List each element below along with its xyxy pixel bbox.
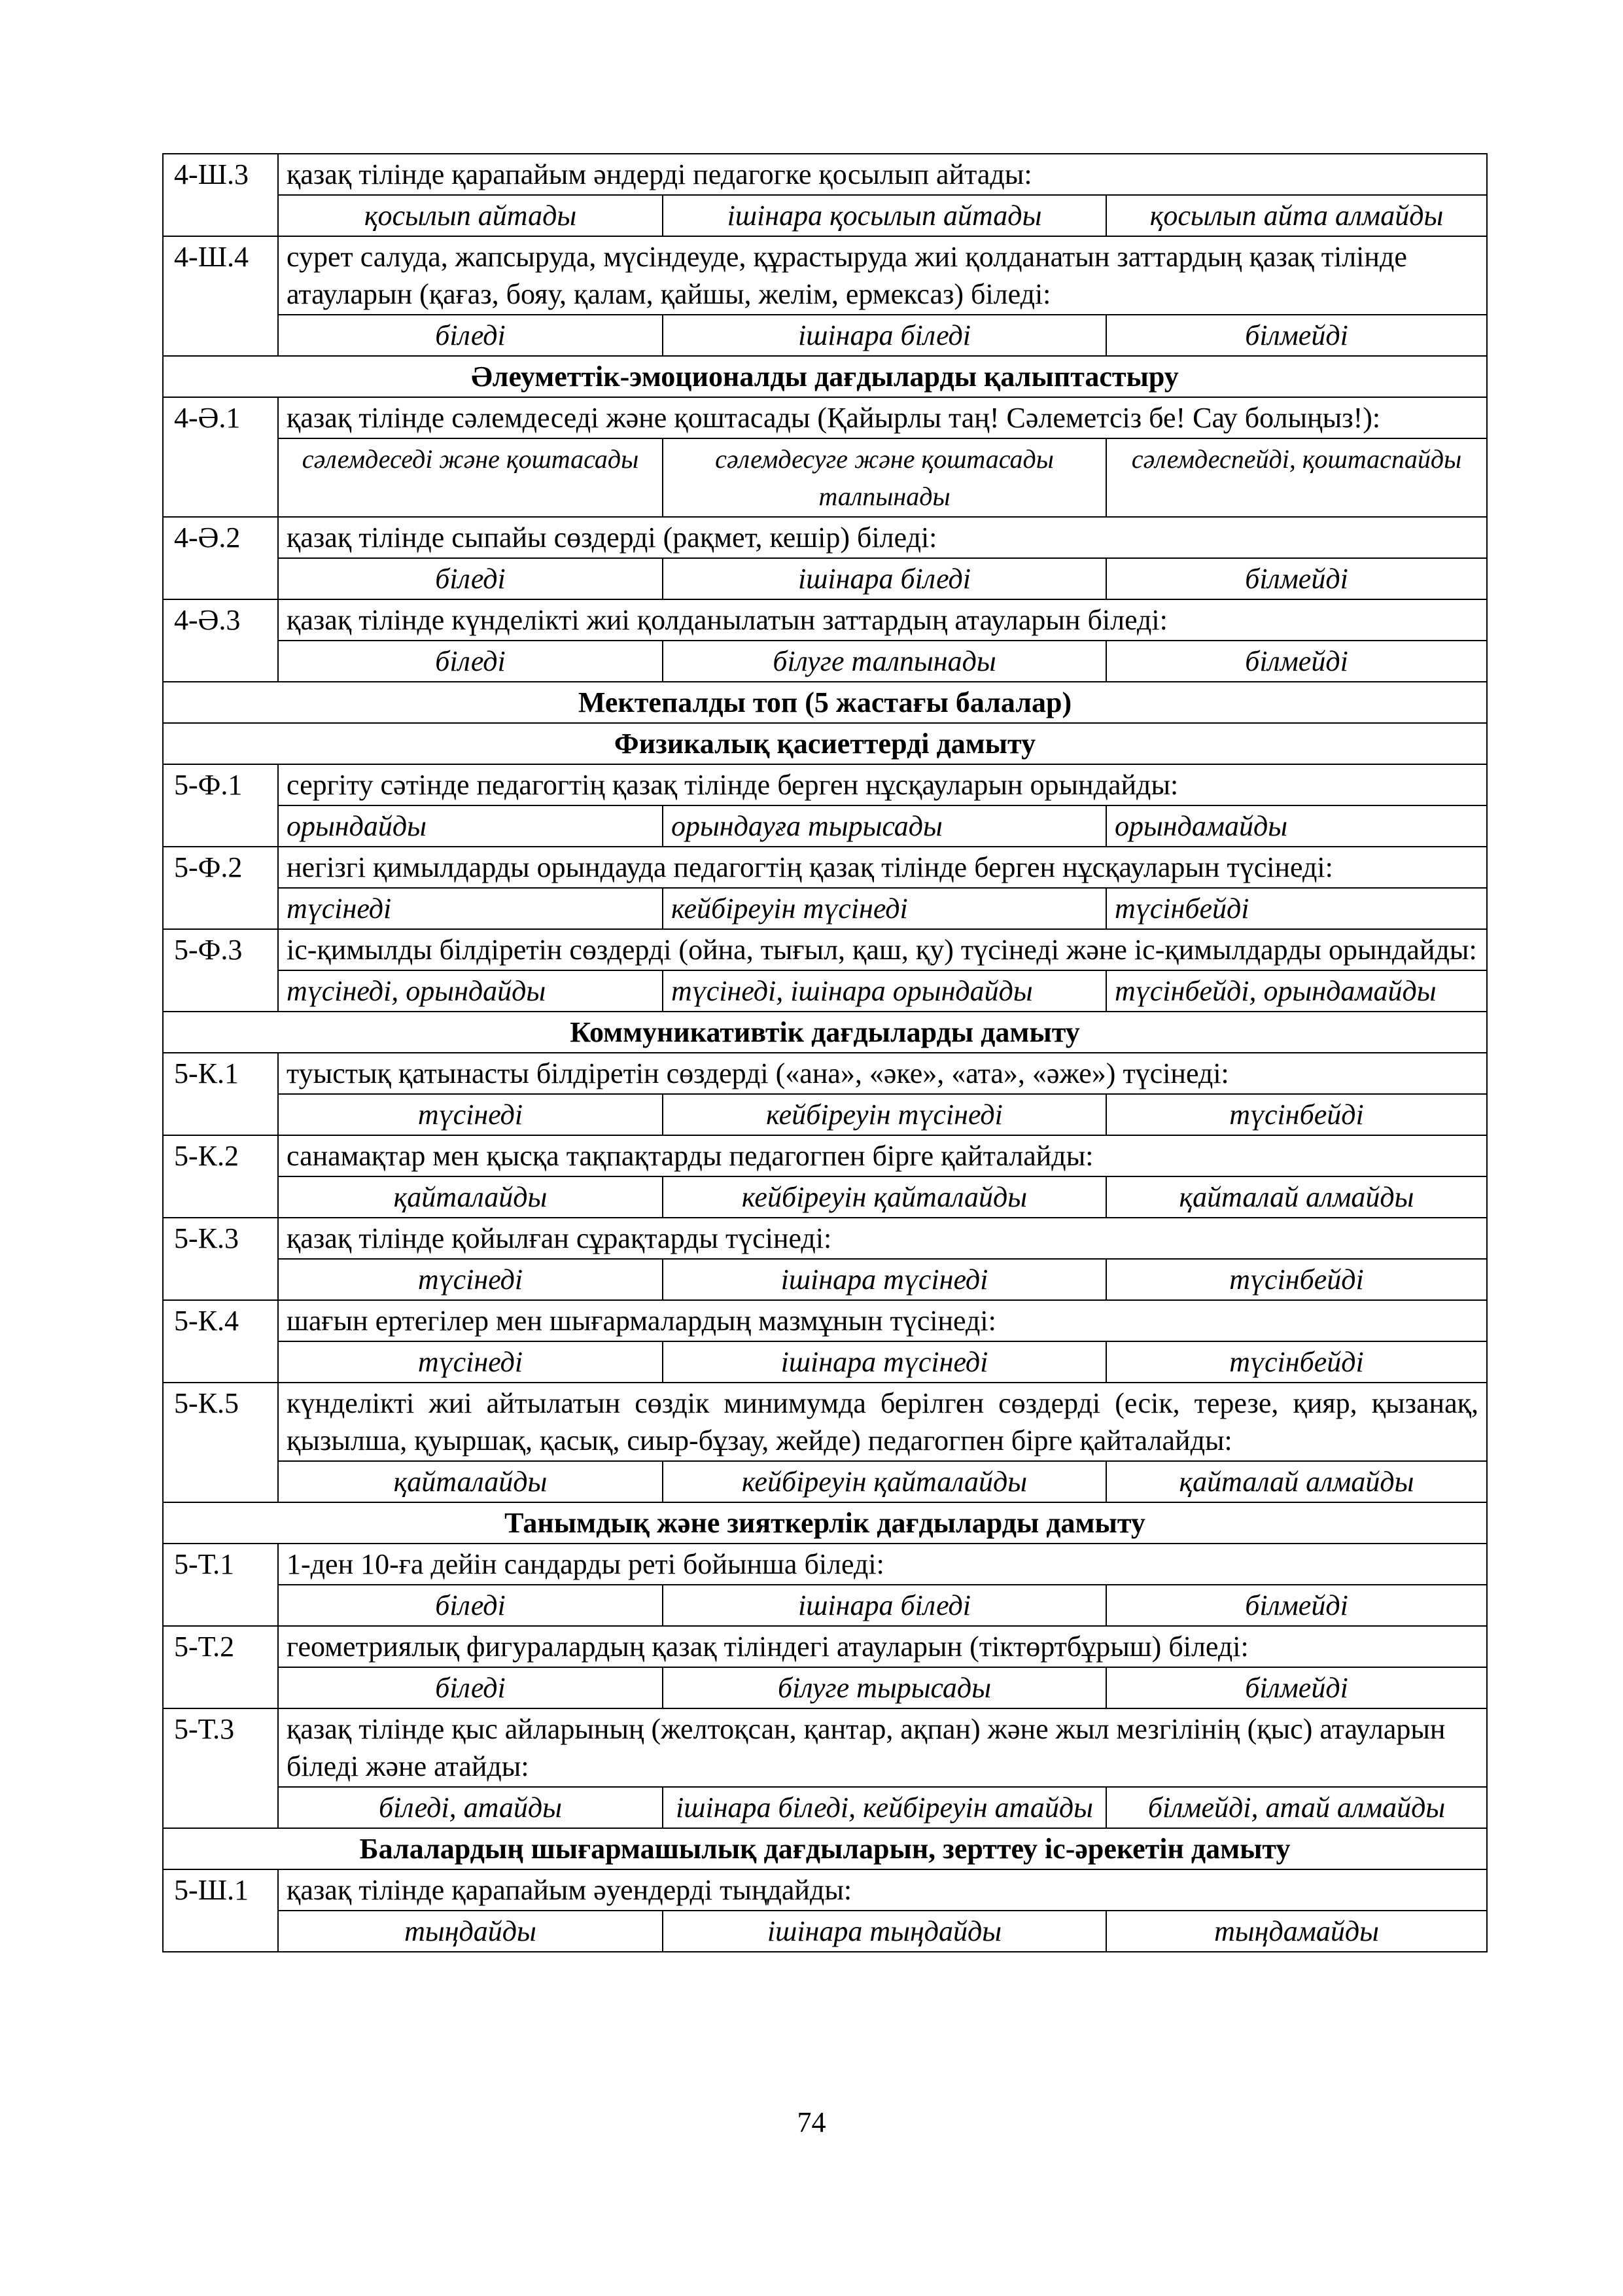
criterion-description: сергіту сәтінде педагогтің қазақ тілінде берген нұсқауларын орындайды:: [278, 764, 1487, 805]
criterion-description: негізгі қимылдарды орындауда педагогтің қазақ тілінде берген нұсқауларын түсінеді:: [278, 847, 1487, 888]
criterion-description: 1-ден 10-ға дейін сандарды реті бойынша біледі:: [278, 1544, 1487, 1585]
rating-low: білмейді: [1106, 1585, 1487, 1626]
criterion-code: 5-К.5: [163, 1383, 278, 1502]
criterion-code: 4-Ә.1: [163, 397, 278, 517]
rating-low: орындамайды: [1106, 805, 1487, 847]
rating-medium: кейбіреуін қайталайды: [663, 1461, 1106, 1502]
rating-high: біледі: [278, 315, 663, 356]
criterion-code: 4-Ш.3: [163, 154, 278, 236]
section-title: Балалардың шығармашылық дағдыларын, зерттеу іс-әрекетін дамыту: [163, 1828, 1487, 1869]
criterion-code: 4-Ә.2: [163, 517, 278, 599]
section-title: Коммуникативтік дағдыларды дамыту: [163, 1012, 1487, 1053]
criterion-row: [163, 847, 1487, 888]
rating-low: түсінбейді: [1106, 888, 1487, 929]
criterion-row: [163, 236, 1487, 315]
rating-medium: білуге талпынады: [663, 641, 1106, 682]
rating-low: білмейді: [1106, 641, 1487, 682]
rating-medium: ішінара түсінеді: [663, 1341, 1106, 1383]
rating-options-row: [163, 1461, 1487, 1502]
rating-low: сәлемдеспейді, қоштаспайды: [1106, 438, 1487, 517]
rating-low: түсінбейді: [1106, 1341, 1487, 1383]
criterion-row: [163, 1544, 1487, 1585]
rating-medium: кейбіреуін қайталайды: [663, 1176, 1106, 1218]
rating-options-row: [163, 888, 1487, 929]
criterion-row: [163, 1869, 1487, 1911]
rating-high: қайталайды: [278, 1461, 663, 1502]
rating-medium: орындауға тырысады: [663, 805, 1106, 847]
criterion-code: 4-Ш.4: [163, 236, 278, 356]
criterion-row: [163, 1383, 1487, 1461]
rating-medium: сәлемдесуге және қоштасады талпынады: [663, 438, 1106, 517]
criterion-row: [163, 397, 1487, 438]
rating-high: түсінеді: [278, 888, 663, 929]
criterion-row: [163, 1626, 1487, 1667]
rating-low: түсінбейді, орындамайды: [1106, 970, 1487, 1012]
rating-high: түсінеді: [278, 1259, 663, 1300]
section-header-row: [163, 723, 1487, 764]
criterion-row: [163, 154, 1487, 195]
criterion-row: [163, 1708, 1487, 1787]
section-title: Физикалық қасиеттерді дамыту: [163, 723, 1487, 764]
rating-low: тыңдамайды: [1106, 1911, 1487, 1952]
rating-low: білмейді: [1106, 1667, 1487, 1708]
criterion-code: 5-К.3: [163, 1218, 278, 1300]
rating-options-row: [163, 1259, 1487, 1300]
rating-options-row: [163, 1911, 1487, 1952]
section-header-row: [163, 682, 1487, 723]
rating-low: білмейді: [1106, 558, 1487, 599]
rating-high: түсінеді: [278, 1341, 663, 1383]
page-number: 74: [797, 2106, 826, 2138]
criterion-description: қазақ тілінде сәлемдеседі және қоштасады (Қайырлы таң! Сәлеметсіз бе! Сау болыңыз!):: [278, 397, 1487, 438]
criterion-row: [163, 1135, 1487, 1176]
rating-options-row: [163, 195, 1487, 236]
criterion-description: геометриялық фигуралардың қазақ тіліндегі атауларын (тіктөртбұрыш) біледі:: [278, 1626, 1487, 1667]
criterion-code: 5-Ф.3: [163, 929, 278, 1012]
criterion-description: қазақ тілінде сыпайы сөздерді (рақмет, кешір) біледі:: [278, 517, 1487, 558]
criterion-code: 5-К.2: [163, 1135, 278, 1218]
rating-medium: білуге тырысады: [663, 1667, 1106, 1708]
rating-options-row: [163, 1667, 1487, 1708]
criterion-description: санамақтар мен қысқа тақпақтарды педагогпен бірге қайталайды:: [278, 1135, 1487, 1176]
rating-medium: ішінара біледі: [663, 558, 1106, 599]
rating-medium: ішінара біледі: [663, 315, 1106, 356]
rating-high: біледі: [278, 1667, 663, 1708]
criterion-code: 5-Ф.2: [163, 847, 278, 929]
rating-high: сәлемдеседі және қоштасады: [278, 438, 663, 517]
rating-medium: түсінеді, ішінара орындайды: [663, 970, 1106, 1012]
rating-medium: ішінара қосылып айтады: [663, 195, 1106, 236]
rating-low: түсінбейді: [1106, 1259, 1487, 1300]
section-title: Танымдық және зияткерлік дағдыларды дамыту: [163, 1502, 1487, 1544]
rating-options-row: [163, 1585, 1487, 1626]
section-header-row: [163, 1828, 1487, 1869]
rating-high: қосылып айтады: [278, 195, 663, 236]
rating-options-row: [163, 315, 1487, 356]
criterion-description: қазақ тілінде қарапайым әндерді педагогке қосылып айтады:: [278, 154, 1487, 195]
criterion-code: 5-Ш.1: [163, 1869, 278, 1952]
rating-low: қосылып айта алмайды: [1106, 195, 1487, 236]
rating-low: қайталай алмайды: [1106, 1176, 1487, 1218]
rating-medium: кейбіреуін түсінеді: [663, 888, 1106, 929]
criterion-row: [163, 929, 1487, 970]
rating-options-row: [163, 1341, 1487, 1383]
criterion-code: 5-Т.3: [163, 1708, 278, 1828]
rating-options-row: [163, 970, 1487, 1012]
rating-medium: кейбіреуін түсінеді: [663, 1094, 1106, 1135]
section-title: Мектепалды топ (5 жастағы балалар): [163, 682, 1487, 723]
criterion-description: қазақ тілінде күнделікті жиі қолданылатын заттардың атауларын біледі:: [278, 599, 1487, 641]
criterion-code: 4-Ә.3: [163, 599, 278, 682]
assessment-table: [162, 153, 1488, 1952]
rating-options-row: [163, 1094, 1487, 1135]
criterion-description: шағын ертегілер мен шығармалардың мазмұнын түсінеді:: [278, 1300, 1487, 1341]
rating-high: біледі: [278, 1585, 663, 1626]
section-header-row: [163, 1012, 1487, 1053]
criterion-description: іс-қимылды білдіретін сөздерді (ойна, тығыл, қаш, қу) түсінеді және іс-қимылдарды орындайды:: [278, 929, 1487, 970]
rating-high: біледі: [278, 641, 663, 682]
rating-medium: ішінара тыңдайды: [663, 1911, 1106, 1952]
criterion-row: [163, 1218, 1487, 1259]
criterion-code: 5-К.1: [163, 1053, 278, 1135]
criterion-code: 5-Т.2: [163, 1626, 278, 1708]
criterion-description: туыстық қатынасты білдіретін сөздерді («ана», «әке», «ата», «әже») түсінеді:: [278, 1053, 1487, 1094]
criterion-description: сурет салуда, жапсыруда, мүсіндеуде, құрастыруда жиі қолданатын заттардың қазақ тілінде атауларын (қағаз, бояу, қалам, қайшы, желім, ермексаз) біледі:: [278, 236, 1487, 315]
section-header-row: [163, 356, 1487, 397]
criterion-description: күнделікті жиі айтылатын сөздік минимумда берілген сөздерді (есік, терезе, қияр, қызанақ, қызылша, қуыршақ, қасық, сиыр-бұзау, жейде) педагогпен бірге қайталайды:: [278, 1383, 1487, 1461]
rating-low: білмейді, атай алмайды: [1106, 1787, 1487, 1828]
rating-low: қайталай алмайды: [1106, 1461, 1487, 1502]
criterion-description: қазақ тілінде қарапайым әуендерді тыңдайды:: [278, 1869, 1487, 1911]
criterion-description: қазақ тілінде қойылған сұрақтарды түсінеді:: [278, 1218, 1487, 1259]
rating-high: біледі, атайды: [278, 1787, 663, 1828]
criterion-row: [163, 1053, 1487, 1094]
rating-options-row: [163, 1176, 1487, 1218]
criterion-description: қазақ тілінде қыс айларының (желтоқсан, қантар, ақпан) және жыл мезгілінің (қыс) атауларын біледі және атайды:: [278, 1708, 1487, 1787]
rating-medium: ішінара түсінеді: [663, 1259, 1106, 1300]
rating-medium: ішінара біледі: [663, 1585, 1106, 1626]
section-title: Әлеуметтік-эмоционалды дағдыларды қалыптастыру: [163, 356, 1487, 397]
rating-options-row: [163, 641, 1487, 682]
rating-high: біледі: [278, 558, 663, 599]
rating-high: тыңдайды: [278, 1911, 663, 1952]
rating-high: қайталайды: [278, 1176, 663, 1218]
criterion-row: [163, 517, 1487, 558]
criterion-row: [163, 1300, 1487, 1341]
criterion-code: 5-К.4: [163, 1300, 278, 1383]
rating-options-row: [163, 558, 1487, 599]
rating-options-row: [163, 438, 1487, 517]
rating-high: түсінеді: [278, 1094, 663, 1135]
criterion-code: 5-Т.1: [163, 1544, 278, 1626]
rating-options-row: [163, 805, 1487, 847]
rating-high: түсінеді, орындайды: [278, 970, 663, 1012]
rating-low: білмейді: [1106, 315, 1487, 356]
criterion-code: 5-Ф.1: [163, 764, 278, 847]
criterion-row: [163, 764, 1487, 805]
rating-medium: ішінара біледі, кейбіреуін атайды: [663, 1787, 1106, 1828]
section-header-row: [163, 1502, 1487, 1544]
criterion-row: [163, 599, 1487, 641]
rating-options-row: [163, 1787, 1487, 1828]
rating-high: орындайды: [278, 805, 663, 847]
rating-low: түсінбейді: [1106, 1094, 1487, 1135]
